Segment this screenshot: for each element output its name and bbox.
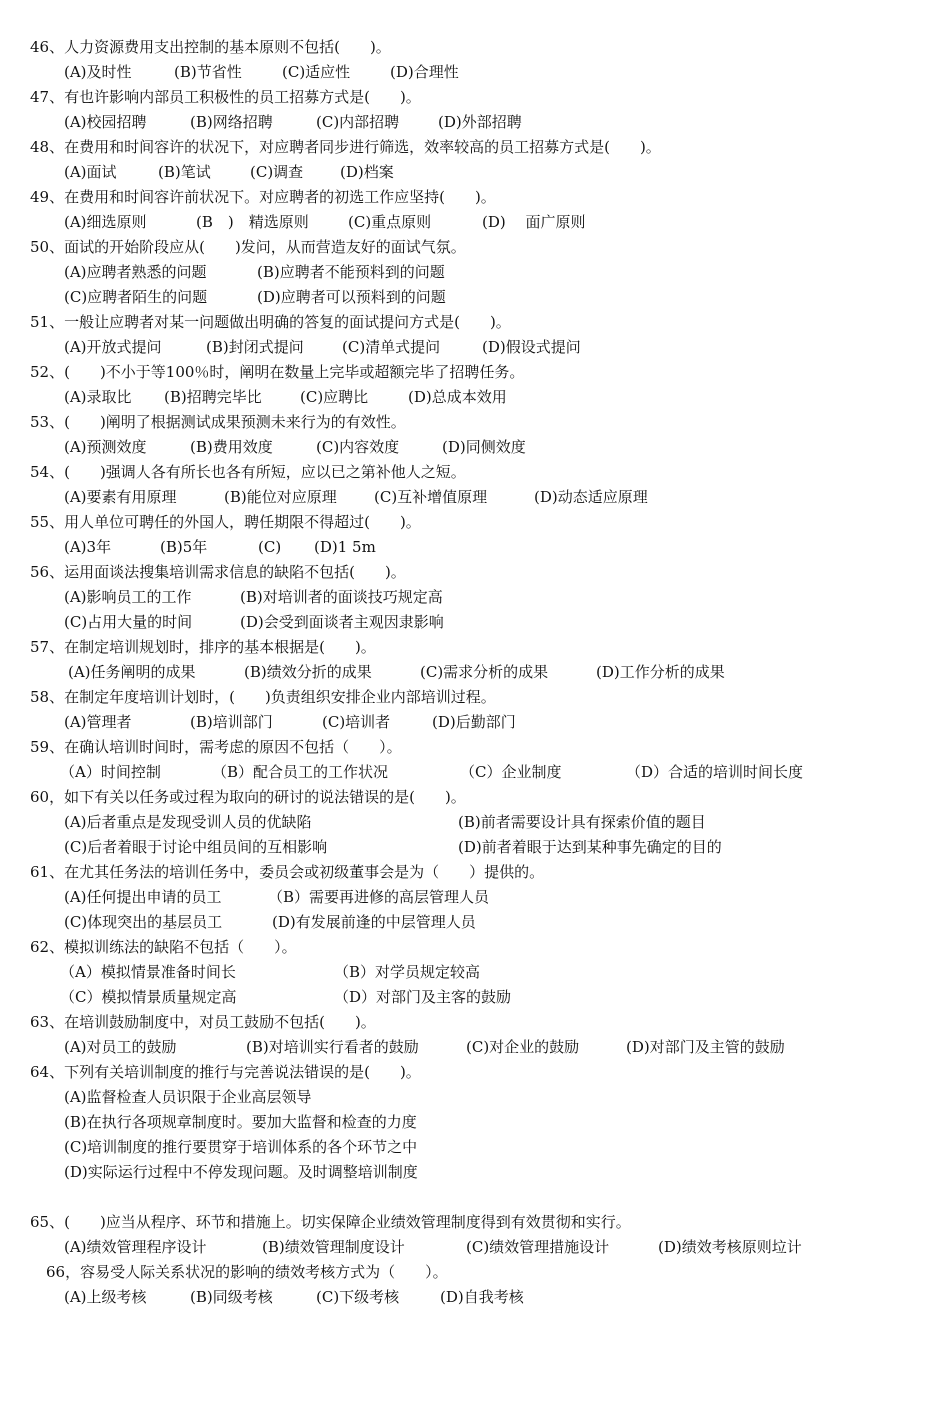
question-61-stem: 61、在尤其任务法的培训任务中，委员会或初级董事会是为（ ）提供的。 bbox=[30, 863, 545, 881]
option-d: （D）对部门及主客的鼓励 bbox=[334, 988, 512, 1006]
option-c: (C)绩效管理措施设计 bbox=[466, 1238, 610, 1256]
question-46-stem: 46、人力资源费用支出控制的基本原则不包括( )。 bbox=[30, 38, 391, 56]
option-c: (C)内部招聘 bbox=[316, 113, 400, 131]
question-51-options bbox=[64, 337, 581, 357]
question-60-options-row2 bbox=[64, 837, 722, 857]
option-c: (C)培训者 bbox=[322, 713, 391, 731]
option-a: (A)细选原则 bbox=[64, 213, 147, 231]
option-a: (A)应聘者熟悉的问题 bbox=[64, 263, 207, 281]
question-65-stem: 65、( )应当从程序、环节和措施上。切实保障企业绩效管理制度得到有效贯彻和实行。 bbox=[30, 1213, 631, 1231]
option-b: （B）对学员规定较高 bbox=[334, 963, 481, 981]
option-b: (B ) 精选原则 bbox=[196, 213, 309, 231]
question-49-stem: 49、在费用和时间容许前状况下。对应聘者的初选工作应坚持( )。 bbox=[30, 188, 496, 206]
question-50-options-row1 bbox=[64, 262, 445, 282]
question-59-stem: 59、在确认培训时间时，需考虑的原因不包括（ ）。 bbox=[30, 738, 402, 756]
question-64-option-b: (B)在执行各项规章制度时。要加大监督和检查的力度 bbox=[64, 1113, 417, 1131]
option-d: (D)对部门及主管的鼓励 bbox=[626, 1038, 785, 1056]
option-b: (B)笔试 bbox=[158, 163, 211, 181]
option-c: (C)内容效度 bbox=[316, 438, 400, 456]
option-a: (A)预测效度 bbox=[64, 438, 147, 456]
question-53-options bbox=[64, 437, 526, 457]
question-48-stem: 48、在费用和时间容许的状况下，对应聘者同步进行筛选，效率较高的员工招募方式是( )。 bbox=[30, 138, 661, 156]
option-c: (C)清单式提问 bbox=[342, 338, 441, 356]
option-c: (C)需求分析的成果 bbox=[420, 663, 549, 681]
option-d: (D)外部招聘 bbox=[438, 113, 522, 131]
option-b: (B)封闭式提问 bbox=[206, 338, 304, 356]
option-a: (A)要素有用原理 bbox=[64, 488, 177, 506]
option-a: (A)开放式提问 bbox=[64, 338, 162, 356]
question-62-stem: 62、模拟训练法的缺陷不包括（ ）。 bbox=[30, 938, 297, 956]
option-a: (A)及时性 bbox=[64, 63, 132, 81]
option-d: (D)合理性 bbox=[390, 63, 459, 81]
option-c: (C)占用大量的时间 bbox=[64, 613, 193, 631]
question-53-stem: 53、( )阐明了根据测试成果预测未来行为的有效性。 bbox=[30, 413, 406, 431]
option-d: (D)1 5m bbox=[314, 538, 376, 556]
option-a: (A)任何提出申请的员工 bbox=[64, 888, 222, 906]
option-a: (A)录取比 bbox=[64, 388, 132, 406]
question-61-options-row1 bbox=[64, 887, 490, 907]
option-c: (C)后者着眼于讨论中组员间的互相影响 bbox=[64, 838, 328, 856]
question-60-options-row1 bbox=[64, 812, 706, 832]
option-a: （A）时间控制 bbox=[60, 763, 161, 781]
question-56-options-row2 bbox=[64, 612, 444, 632]
option-b: (B)招聘完毕比 bbox=[164, 388, 262, 406]
question-66-options bbox=[64, 1287, 524, 1307]
option-a: (A)绩效管理程序设计 bbox=[64, 1238, 207, 1256]
question-52-options bbox=[64, 387, 507, 407]
question-62-options-row2 bbox=[60, 987, 512, 1007]
question-54-options bbox=[64, 487, 648, 507]
option-d: (D)自我考核 bbox=[440, 1288, 524, 1306]
option-d: (D) 面广原则 bbox=[482, 213, 586, 231]
option-a: (A)任务阐明的成果 bbox=[68, 663, 196, 681]
option-a: (A)影响员工的工作 bbox=[64, 588, 192, 606]
option-d: (D)动态适应原理 bbox=[534, 488, 648, 506]
option-b: (B)费用效度 bbox=[190, 438, 273, 456]
option-b: (B)同级考核 bbox=[190, 1288, 273, 1306]
question-59-options bbox=[60, 762, 804, 782]
option-c: (C)应聘者陌生的问题 bbox=[64, 288, 208, 306]
question-52-stem: 52、( )不小于等100％时，阐明在数量上完毕或超额完毕了招聘任务。 bbox=[30, 363, 525, 381]
option-b: (B)5年 bbox=[160, 538, 208, 556]
question-57-stem: 57、在制定培训规划时，排序的基本根据是( )。 bbox=[30, 638, 376, 656]
option-d: (D)假设式提问 bbox=[482, 338, 581, 356]
question-58-stem: 58、在制定年度培训计划时，( )负责组织安排企业内部培训过程。 bbox=[30, 688, 496, 706]
option-c: (C)体现突出的基层员工 bbox=[64, 913, 223, 931]
question-51-stem: 51、一般让应聘者对某一问题做出明确的答复的面试提问方式是( )。 bbox=[30, 313, 511, 331]
option-c: （C）企业制度 bbox=[460, 763, 562, 781]
option-b: (B)能位对应原理 bbox=[224, 488, 337, 506]
option-d: (D)后勤部门 bbox=[432, 713, 516, 731]
option-d: (D)总成本效用 bbox=[408, 388, 507, 406]
option-b: (B)对培训实行看者的鼓励 bbox=[246, 1038, 419, 1056]
option-d: (D)前者着眼于达到某种事先确定的目的 bbox=[458, 838, 722, 856]
option-c: (C)适应性 bbox=[282, 63, 351, 81]
question-49-options bbox=[64, 212, 586, 232]
option-c: (C)下级考核 bbox=[316, 1288, 400, 1306]
option-a: (A)3年 bbox=[64, 538, 112, 556]
question-64-option-c: (C)培训制度的推行要贯穿于培训体系的各个环节之中 bbox=[64, 1138, 418, 1156]
question-48-options bbox=[64, 162, 394, 182]
question-62-options-row1 bbox=[60, 962, 481, 982]
option-b: （B）需要再进修的高层管理人员 bbox=[268, 888, 490, 906]
question-61-options-row2 bbox=[64, 912, 476, 932]
option-c: （C）模拟情景质量规定高 bbox=[60, 988, 237, 1006]
question-56-stem: 56、运用面谈法搜集培训需求信息的缺陷不包括( )。 bbox=[30, 563, 406, 581]
option-b: (B)网络招聘 bbox=[190, 113, 273, 131]
question-47-stem: 47、有也许影响内部员工积极性的员工招募方式是( )。 bbox=[30, 88, 421, 106]
option-d: (D)应聘者可以预料到的问题 bbox=[257, 288, 446, 306]
option-b: (B)应聘者不能预料到的问题 bbox=[257, 263, 445, 281]
option-d: (D)绩效考核原则垃计 bbox=[658, 1238, 802, 1256]
option-d: (D)工作分析的成果 bbox=[596, 663, 725, 681]
question-50-options-row2 bbox=[64, 287, 446, 307]
question-55-stem: 55、用人单位可聘任的外国人，聘任期限不得超过( )。 bbox=[30, 513, 421, 531]
option-b: (B)绩效分折的成果 bbox=[244, 663, 372, 681]
option-b: (B)节省性 bbox=[174, 63, 242, 81]
question-47-options bbox=[64, 112, 522, 132]
question-58-options bbox=[64, 712, 516, 732]
option-a: (A)对员工的鼓励 bbox=[64, 1038, 177, 1056]
option-a: (A)面试 bbox=[64, 163, 117, 181]
question-64-option-d: (D)实际运行过程中不停发现问题。及时调整培训制度 bbox=[64, 1163, 418, 1181]
question-64-option-a: (A)监督检查人员识限于企业高层领导 bbox=[64, 1088, 312, 1106]
question-66-stem: 66，容易受人际关系状况的影响的绩效考核方式为（ ）。 bbox=[46, 1263, 448, 1281]
question-60-stem: 60，如下有关以任务或过程为取向的研讨的说法错误的是( )。 bbox=[30, 788, 466, 806]
option-a: (A)管理者 bbox=[64, 713, 132, 731]
option-c: (C)对企业的鼓励 bbox=[466, 1038, 580, 1056]
option-d: (D)会受到面谈者主观因隶影响 bbox=[240, 613, 444, 631]
question-54-stem: 54、( )强调人各有所长也各有所短，应以已之第补他人之短。 bbox=[30, 463, 466, 481]
option-d: (D)同侧效度 bbox=[442, 438, 526, 456]
option-c: (C)应聘比 bbox=[300, 388, 369, 406]
option-c: (C)调查 bbox=[250, 163, 304, 181]
question-57-options bbox=[68, 662, 725, 682]
question-65-options bbox=[64, 1237, 802, 1257]
option-d: （D）合适的培训时间长度 bbox=[626, 763, 804, 781]
question-56-options-row1 bbox=[64, 587, 443, 607]
option-b: (B)对培训者的面谈技巧规定高 bbox=[240, 588, 443, 606]
question-55-options bbox=[64, 537, 376, 557]
option-a: （A）模拟情景准备时间长 bbox=[60, 963, 236, 981]
option-c: (C)互补增值原理 bbox=[374, 488, 488, 506]
option-d: (D)档案 bbox=[340, 163, 394, 181]
option-b: (B)培训部门 bbox=[190, 713, 273, 731]
option-a: (A)上级考核 bbox=[64, 1288, 147, 1306]
question-46-options bbox=[64, 62, 459, 82]
question-63-stem: 63、在培训鼓励制度中，对员工鼓励不包括( )。 bbox=[30, 1013, 376, 1031]
question-50-stem: 50、面试的开始阶段应从( )发问，从而营造友好的面试气氛。 bbox=[30, 238, 466, 256]
option-b: (B)绩效管理制度设计 bbox=[262, 1238, 405, 1256]
option-b: (B)前者需要设计具有探索价值的题目 bbox=[458, 813, 706, 831]
option-a: (A)校园招聘 bbox=[64, 113, 147, 131]
option-d: (D)有发展前逢的中层管理人员 bbox=[272, 913, 476, 931]
question-63-options bbox=[64, 1037, 785, 1057]
question-64-stem: 64、下列有关培训制度的推行与完善说法错误的是( )。 bbox=[30, 1063, 421, 1081]
option-c: (C)重点原则 bbox=[348, 213, 432, 231]
option-a: (A)后者重点是发现受训人员的优缺陷 bbox=[64, 813, 312, 831]
option-c: (C) bbox=[258, 538, 282, 556]
option-b: （B）配合员工的工作状况 bbox=[212, 763, 389, 781]
